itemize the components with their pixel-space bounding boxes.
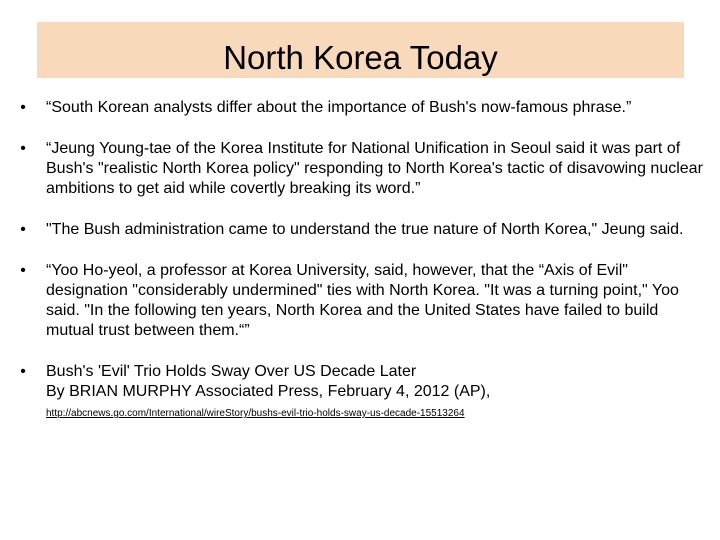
bullet-text: “Jeung Young-tae of the Korea Institute for National Unification in Seoul said it was part of Bush's "realistic North Korea policy" responding to North Korea's tactic of disavowing nuclear ambitions to get aid while covertly breaking its word.”: [46, 140, 703, 197]
slide-title: North Korea Today: [223, 39, 498, 76]
bullet-item: [10, 139, 710, 199]
source-item: [10, 362, 710, 422]
bullet-text: "The Bush administration came to understand the true nature of North Korea," Jeung said.: [46, 221, 684, 238]
bullet-dot: •: [20, 99, 26, 116]
source-link[interactable]: http://abcnews.go.com/International/wireStory/bushs-evil-trio-holds-sway-us-decade-15513264: [46, 408, 465, 419]
source-headline: Bush's 'Evil' Trio Holds Sway Over US Decade Later: [46, 363, 417, 380]
bullet-dot: •: [20, 262, 26, 279]
bullet-text: “Yoo Ho-yeol, a professor at Korea University, said, however, that the “Axis of Evil" designation "considerably undermined" ties with North Korea. "It was a turning point," Yoo said. "In the following ten years, North Korea and the United States have failed to build mutual trust between them.“”: [46, 262, 679, 339]
bullet-dot: •: [20, 363, 26, 380]
bullet-dot: •: [20, 221, 26, 238]
bullet-text: “South Korean analysts differ about the importance of Bush's now-famous phrase.”: [46, 99, 632, 116]
bullet-item: [10, 220, 710, 240]
source-byline: By BRIAN MURPHY Associated Press, February 4, 2012 (AP),: [46, 383, 491, 400]
bullet-list: [10, 98, 710, 422]
bullet-dot: •: [20, 140, 26, 157]
bullet-item: [10, 261, 710, 341]
bullet-item: [10, 98, 710, 118]
title-banner: [37, 22, 684, 78]
